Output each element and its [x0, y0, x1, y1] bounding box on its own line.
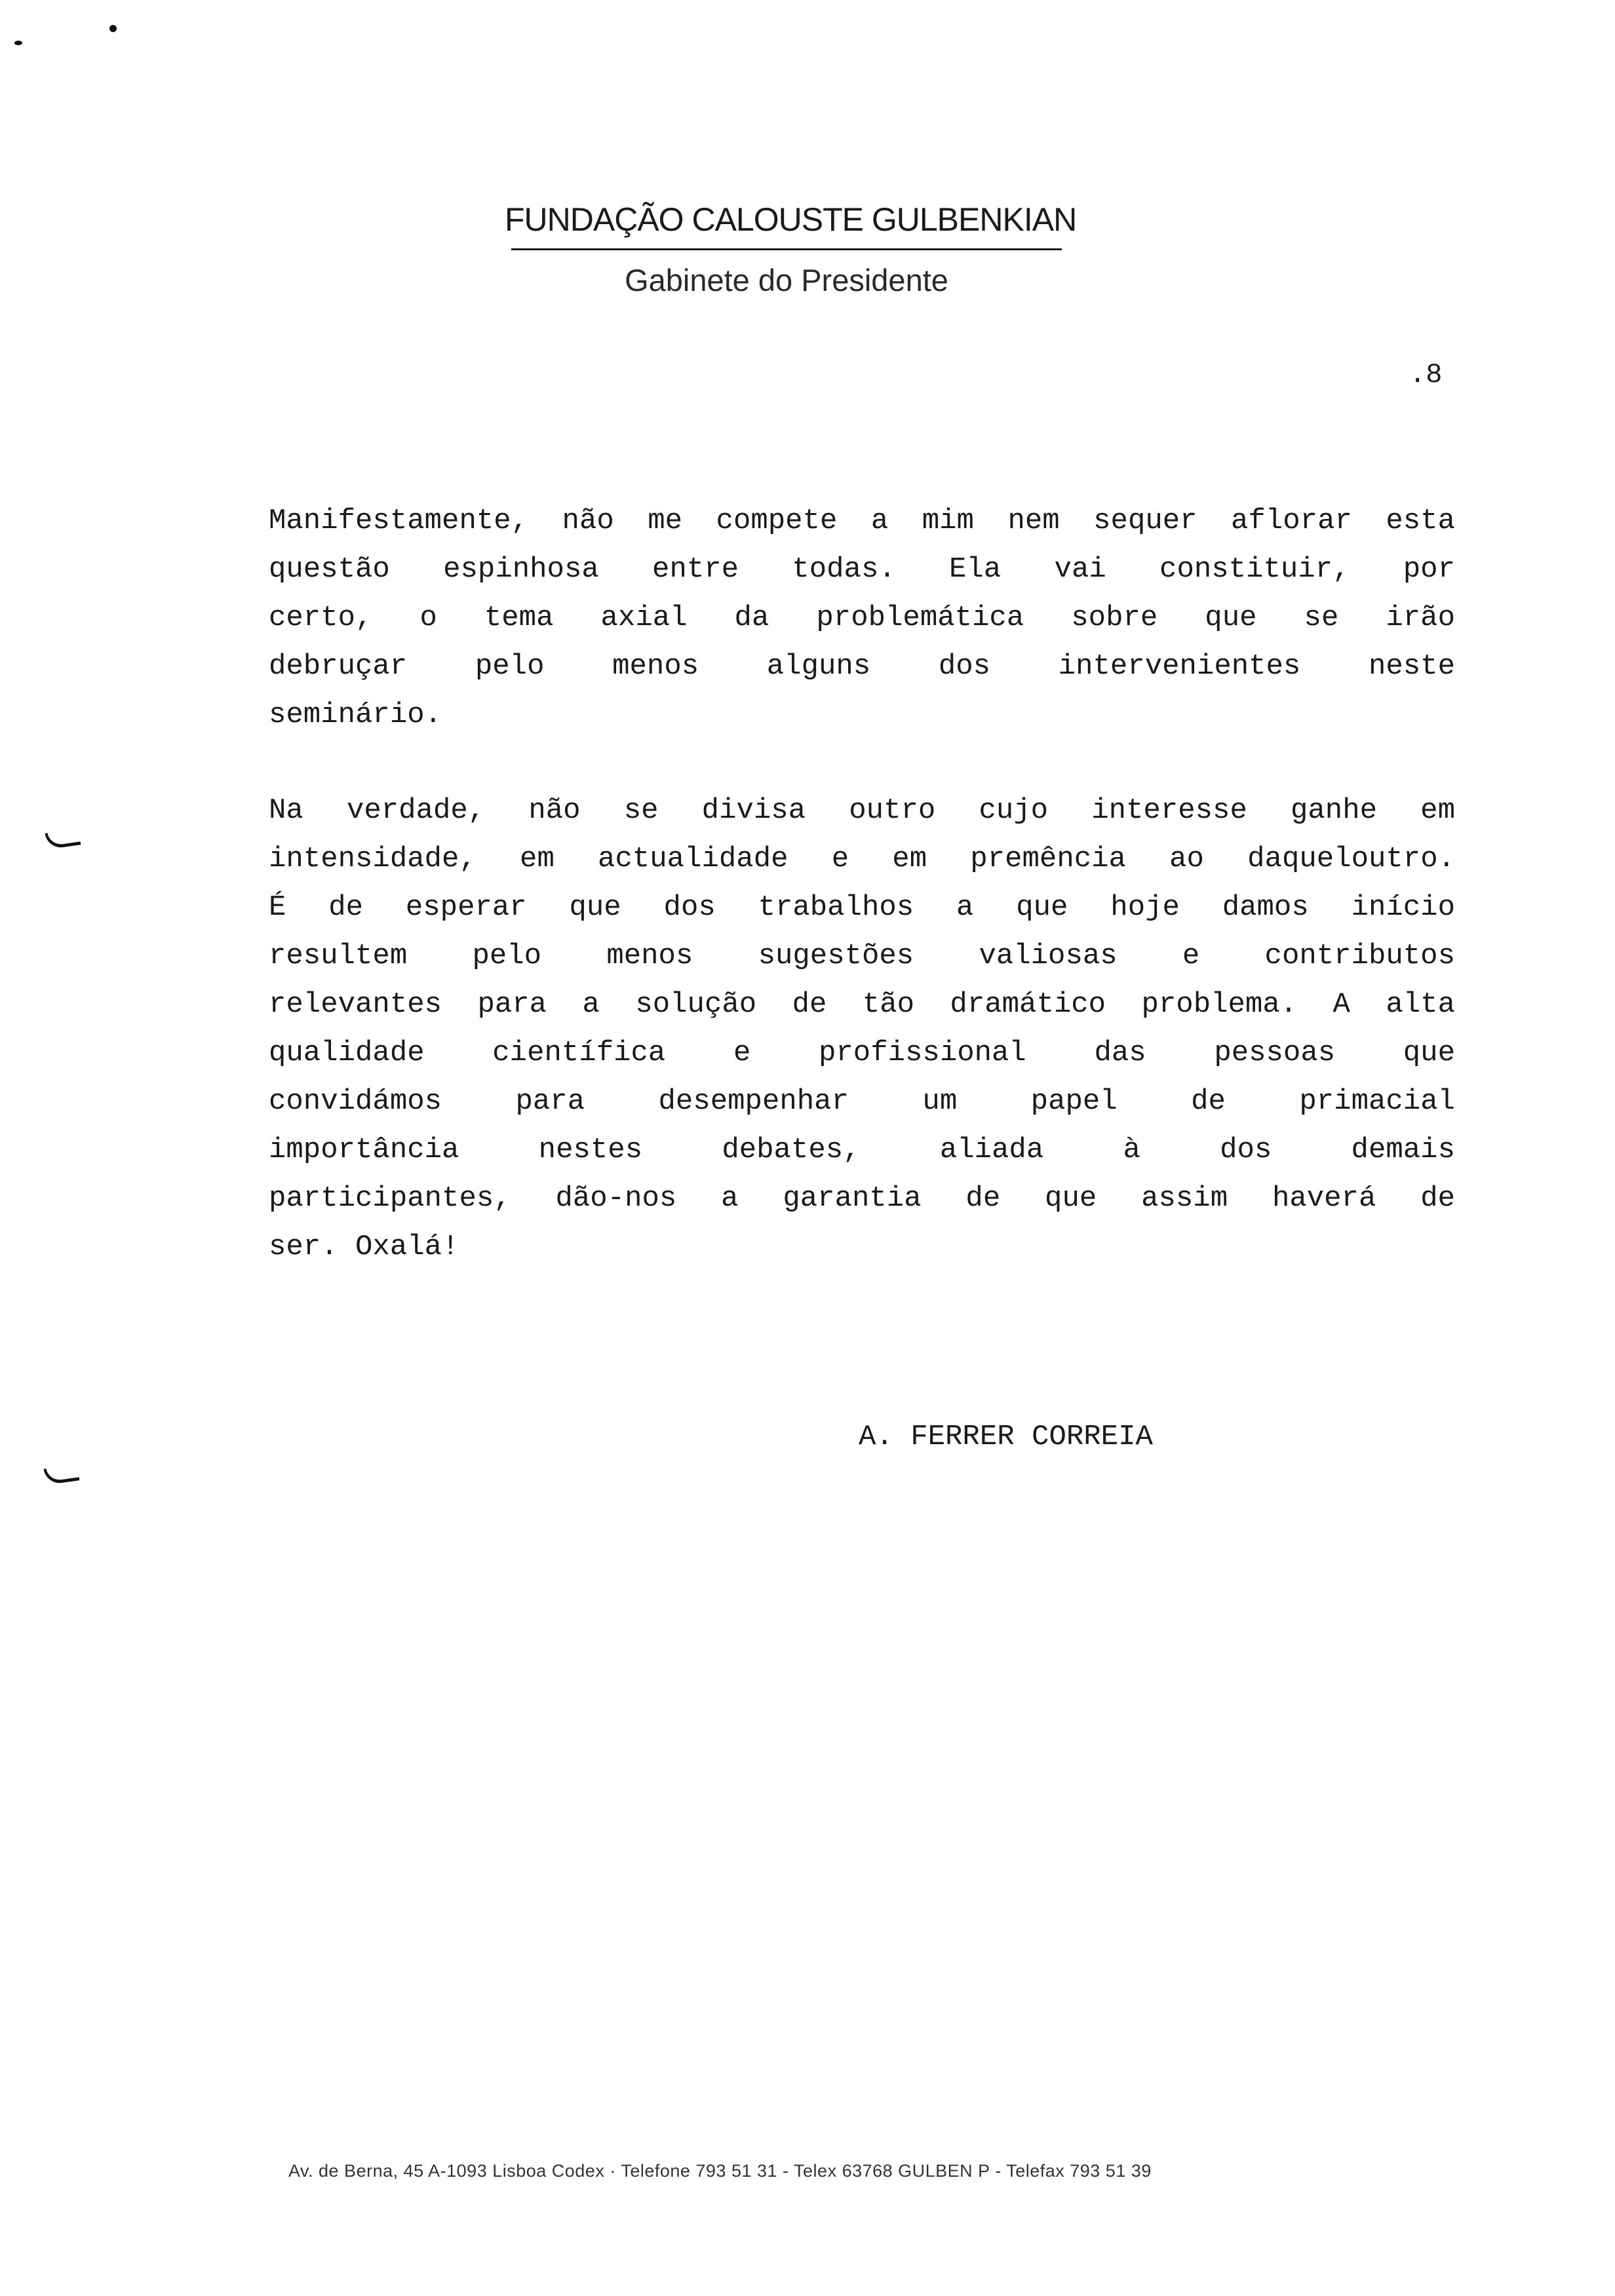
paragraph-1	[269, 497, 1455, 739]
margin-mark	[45, 829, 81, 850]
page-number: .8	[1409, 359, 1443, 391]
text-line: relevantes para a solução de tão dramático problema. A alta	[269, 988, 1455, 1021]
paragraph-2	[269, 786, 1455, 1271]
text-line: seminário.	[269, 698, 442, 731]
text-line: participantes, dão-nos a garantia de que assim haverá de	[269, 1182, 1455, 1215]
scan-speck	[109, 25, 117, 32]
text-line: qualidade científica e profissional das pessoas que	[269, 1037, 1455, 1069]
text-line: resultem pelo menos sugestões valiosas e contributos	[269, 940, 1455, 972]
footer-address: Av. de Berna, 45 A-1093 Lisboa Codex · Telefone 793 51 31 - Telex 63768 GULBEN P - Telefax 793 51 39	[288, 2161, 1152, 2181]
letterhead	[505, 201, 1077, 298]
text-line: Na verdade, não se divisa outro cujo interesse ganhe em	[269, 794, 1455, 827]
text-line: convidámos para desempenhar um papel de primacial	[269, 1085, 1455, 1118]
organization-name: FUNDAÇÃO CALOUSTE GULBENKIAN	[505, 201, 1077, 238]
scan-speck	[14, 41, 22, 45]
text-line: ser. Oxalá!	[269, 1231, 459, 1263]
text-line: certo, o tema axial da problemática sobre que se irão	[269, 602, 1455, 634]
text-line: debruçar pelo menos alguns dos intervenientes neste	[269, 650, 1455, 683]
text-line: importância nestes debates, aliada à dos demais	[269, 1134, 1455, 1166]
text-line: É de esperar que dos trabalhos a que hoje damos início	[269, 891, 1455, 924]
office-name: Gabinete do Presidente	[625, 263, 948, 297]
text-line: Manifestamente, não me compete a mim nem sequer aflorar esta	[269, 505, 1455, 537]
margin-mark	[44, 1464, 80, 1485]
letterhead-rule	[511, 248, 1062, 250]
text-line: intensidade, em actualidade e em premência ao daqueloutro.	[269, 843, 1455, 875]
text-line: questão espinhosa entre todas. Ela vai constituir, por	[269, 553, 1455, 586]
signature: A. FERRER CORREIA	[859, 1421, 1153, 1453]
